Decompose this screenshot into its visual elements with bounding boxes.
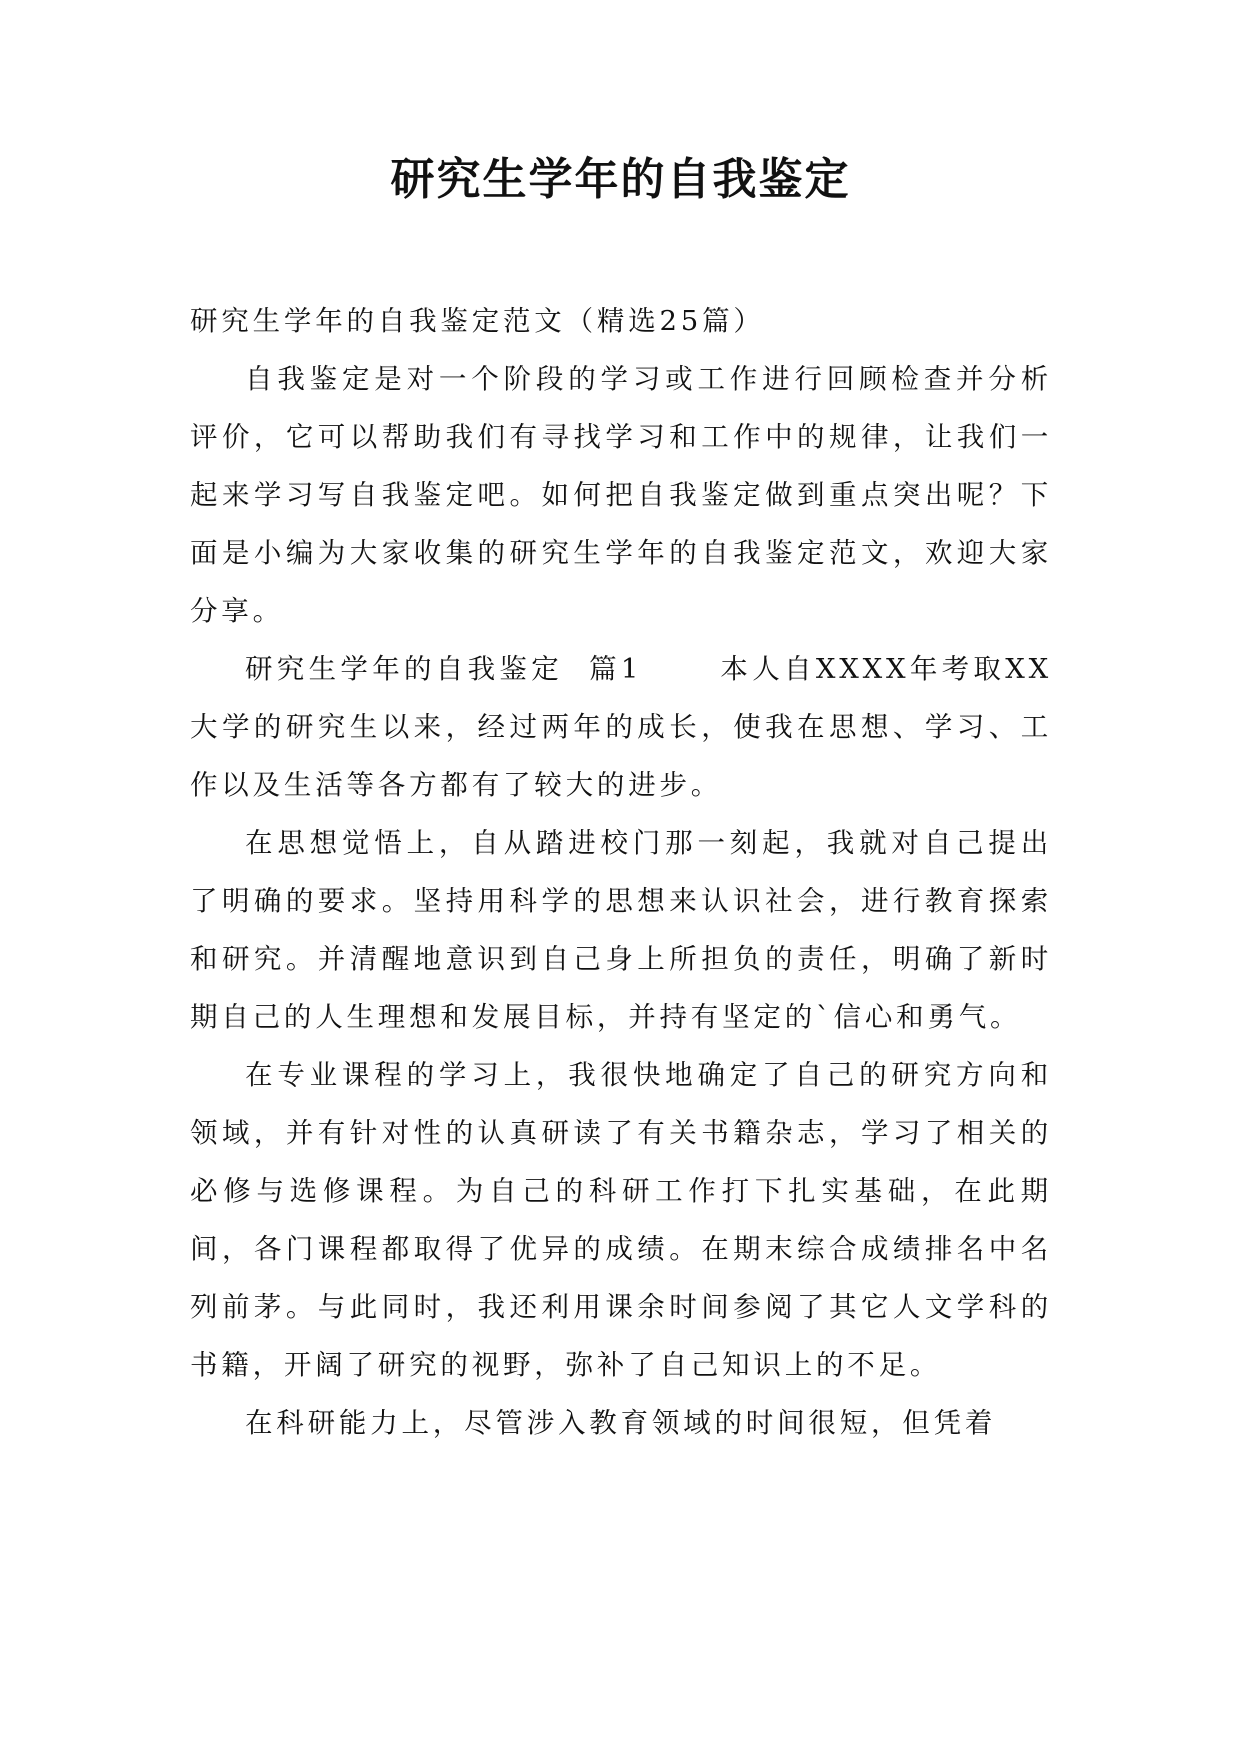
paragraph-study: 在专业课程的学习上，我很快地确定了自己的研究方向和领域，并有针对性的认真研读了有关书籍杂志，学习了相关的必修与选修课程。为自己的科研工作打下扎实基础，在此期间，各门课程都取得了优异的成绩。在期末综合成绩排名中名列前茅。与此同时，我还利用课余时间参阅了其它人文学科的书籍，开阔了研究的视野，弥补了自己知识上的不足。	[190, 1059, 1052, 1381]
paragraph-thought: 在思想觉悟上，自从踏进校门那一刻起，我就对自己提出了明确的要求。坚持用科学的思想来认识社会，进行教育探索和研究。并清醒地意识到自己身上所担负的责任，明确了新时期自己的人生理想和发展目标，并持有坚定的`信心和勇气。	[190, 827, 1052, 1033]
document-title: 研究生学年的自我鉴定	[390, 154, 851, 205]
paragraph-research: 在科研能力上，尽管涉入教育领域的时间很短，但凭着	[245, 1407, 997, 1439]
document-subtitle: 研究生学年的自我鉴定范文（精选25篇）	[190, 305, 765, 337]
paragraph-section-1: 研究生学年的自我鉴定 篇1 本人自XXXX年考取XX大学的研究生以来，经过两年的成长，使我在思想、学习、工作以及生活等各方都有了较大的进步。	[190, 653, 1052, 801]
document-body	[190, 292, 1052, 1452]
paragraph-intro: 自我鉴定是对一个阶段的学习或工作进行回顾检查并分析评价，它可以帮助我们有寻找学习和工作中的规律，让我们一起来学习写自我鉴定吧。如何把自我鉴定做到重点突出呢？下面是小编为大家收集的研究生学年的自我鉴定范文，欢迎大家分享。	[190, 363, 1052, 627]
